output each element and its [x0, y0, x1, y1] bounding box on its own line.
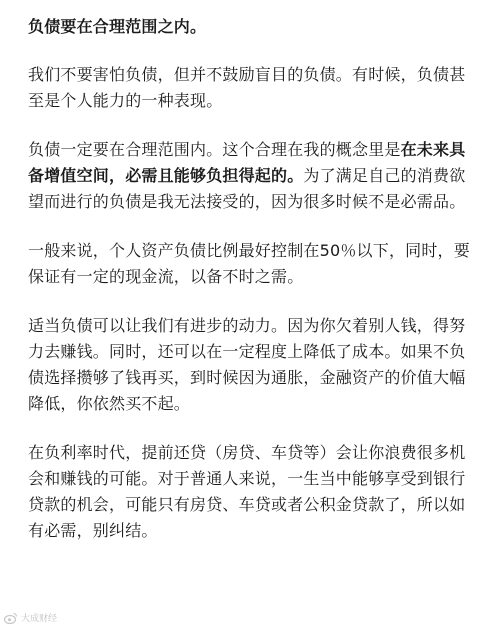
paragraph-text: 我们不要害怕负债，但并不鼓励盲目的负债。有时候，负债甚至是个人能力的一种表现。 [28, 65, 466, 110]
paragraph-text: 负债一定要在合理范围内。这个合理在我的概念里是 [28, 140, 401, 159]
emphasis-text: 在未来具备增值空间，必需且能够负担得起的。 [28, 140, 466, 185]
article-title: 负债要在合理范围之内。 [28, 17, 207, 36]
watermark [4, 611, 57, 624]
paragraph-text: 一般来说，个人资产负债比例最好控制在50％以下，同时，要保证有一定的现金流，以备不时之需。 [28, 241, 470, 286]
article-paragraph [28, 313, 474, 417]
article-paragraph [28, 440, 474, 544]
article-body [28, 62, 474, 544]
watermark-text: 大成财经 [21, 614, 58, 624]
article [28, 14, 474, 567]
article-paragraph [28, 238, 474, 290]
article-paragraph [28, 137, 474, 215]
paragraph-text: 为了满足自己的消费欲望而进行的负债是我无法接受的，因为很多时候不是必需品。 [28, 166, 466, 211]
paragraph-text: 在负利率时代，提前还贷（房贷、车贷等）会让你浪费很多机会和赚钱的可能。对于普通人来说，一生当中能够享受到银行贷款的机会，可能只有房贷、车贷或者公积金贷款了，所以如有必需，别纠结。 [28, 443, 466, 540]
article-paragraph [28, 62, 474, 114]
paragraph-text: 适当负债可以让我们有进步的动力。因为你欠着别人钱，得努力去赚钱。同时，还可以在一定程度上降低了成本。如果不负债选择攒够了钱再买，到时候因为通胀，金融资产的价值大幅降低，你依然买不起。 [28, 316, 466, 413]
weibo-icon [4, 612, 18, 624]
